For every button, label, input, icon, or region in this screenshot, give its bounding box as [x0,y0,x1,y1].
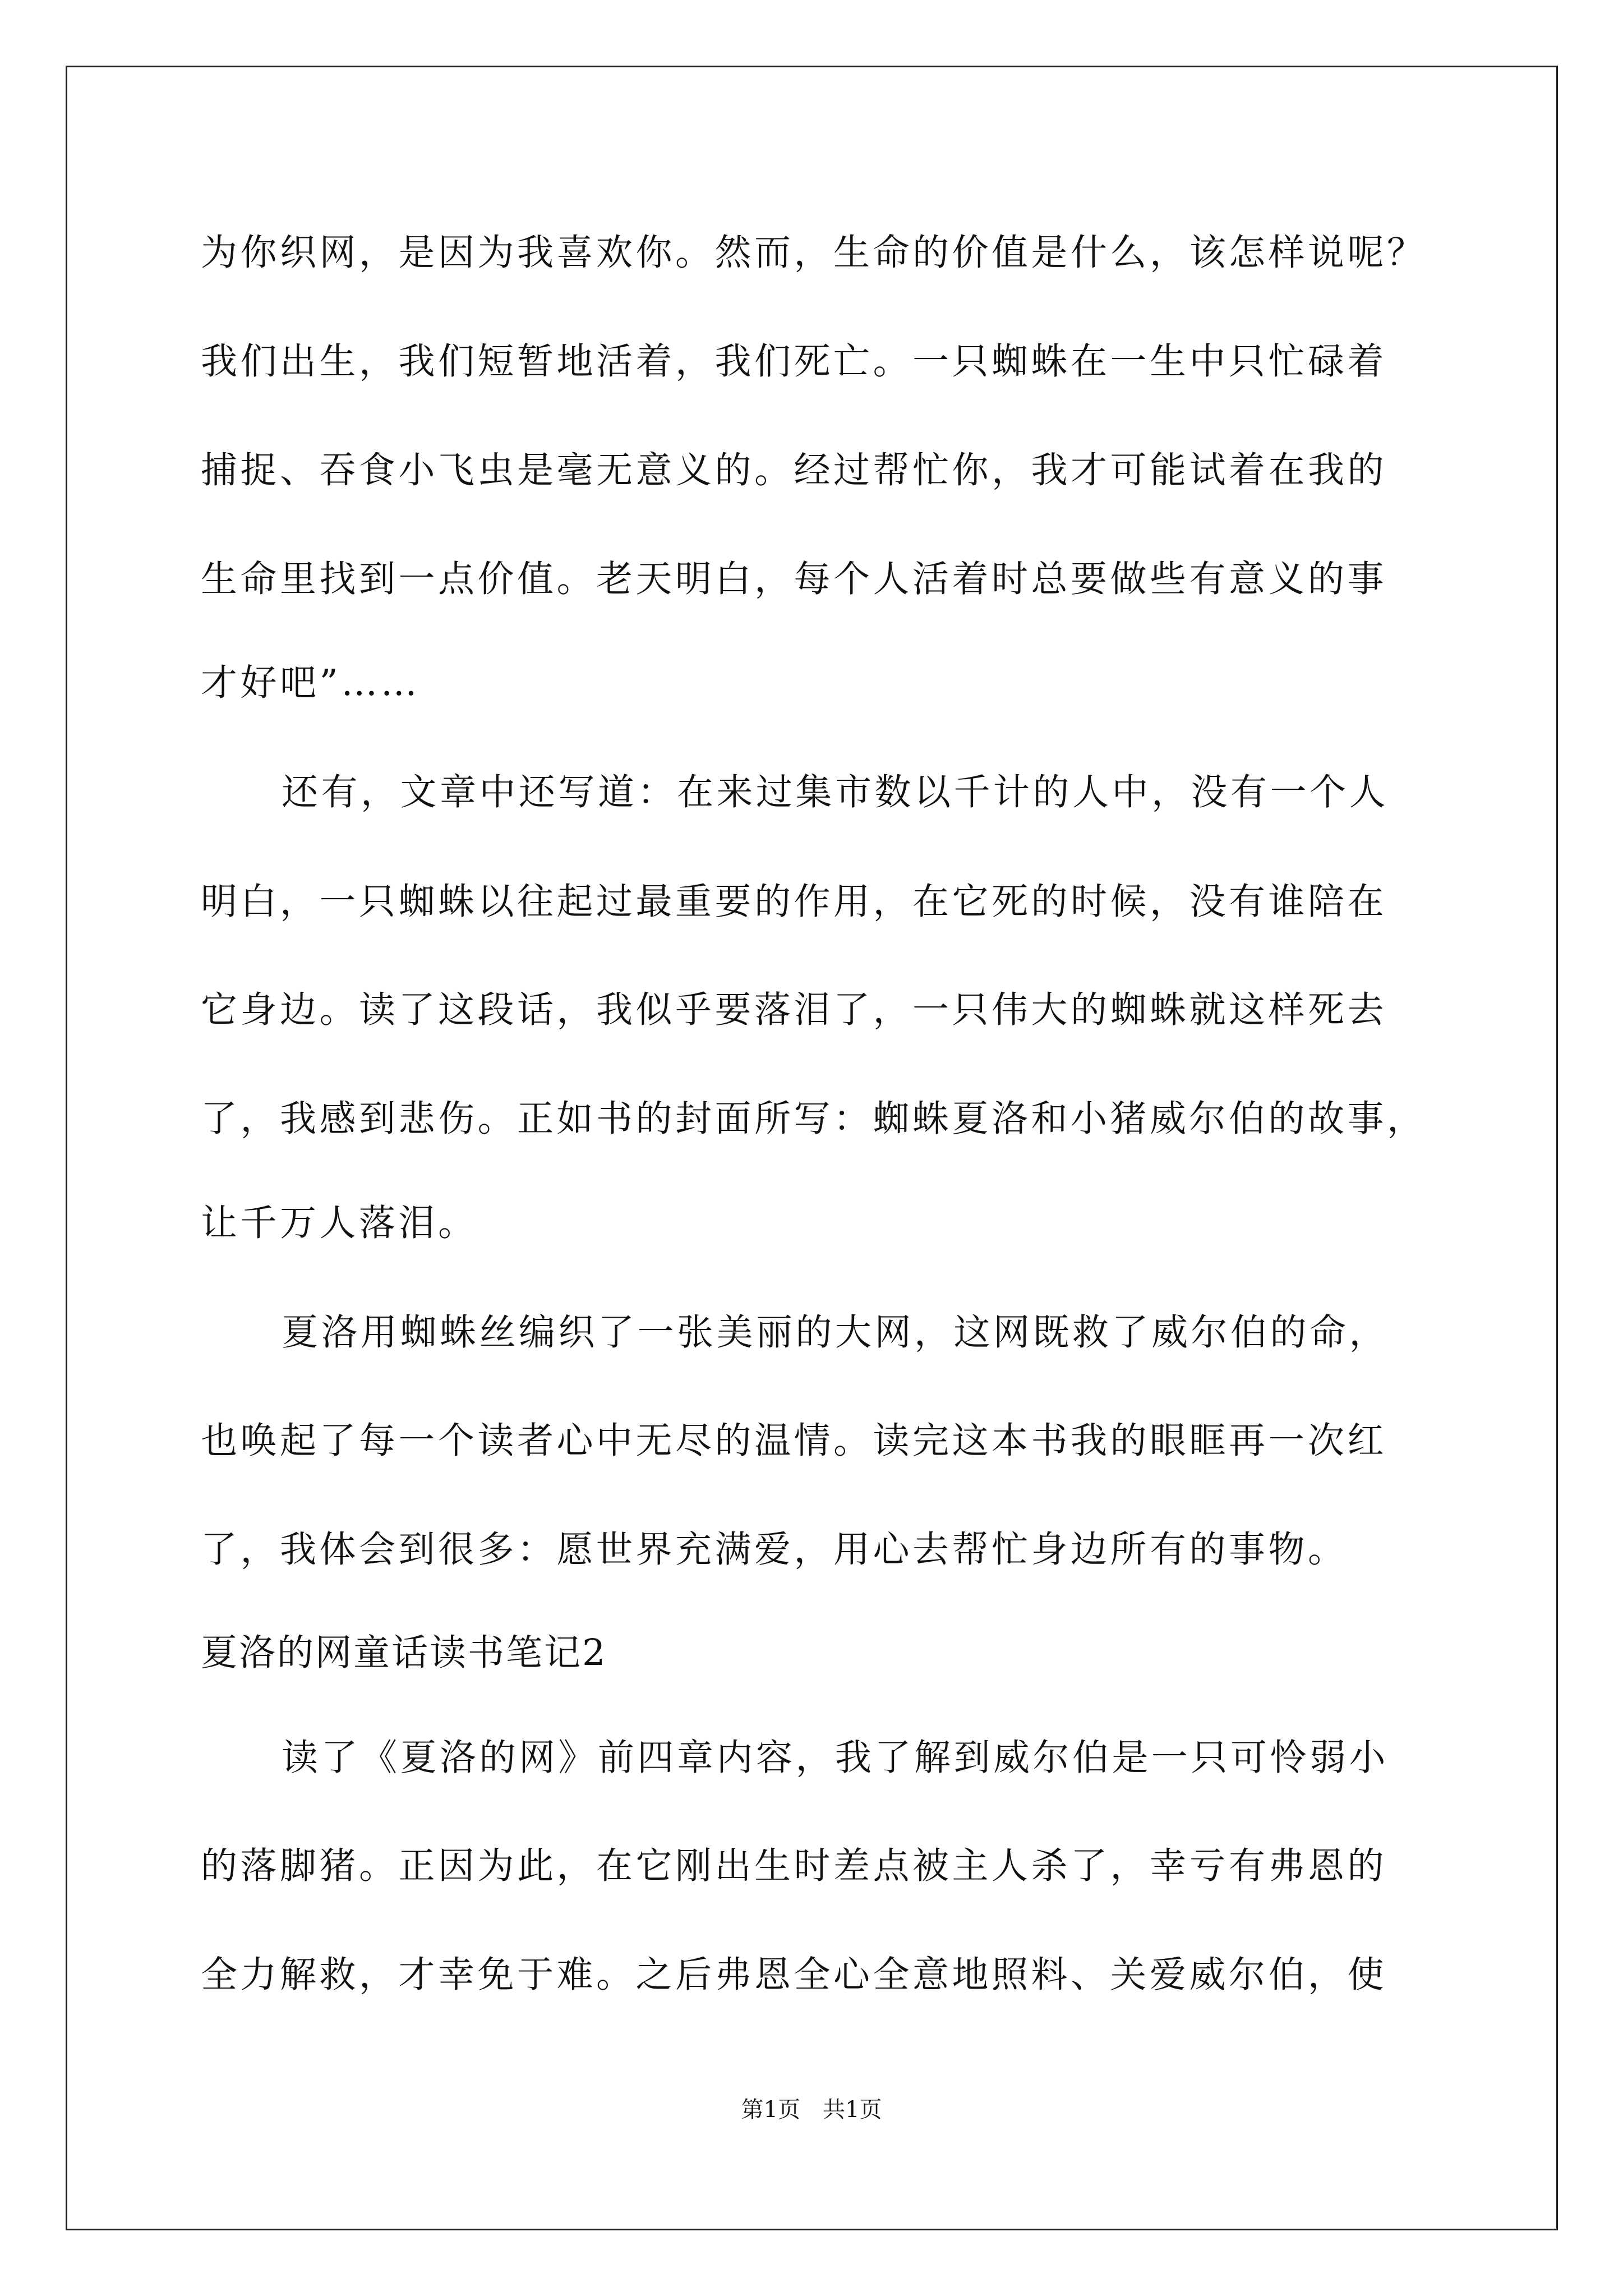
paragraph-line: 我们出生，我们短暂地活着，我们死亡。一只蜘蛛在一生中只忙碌着 [201,341,1387,383]
section-heading: 夏洛的网童话读书笔记2 [201,1632,607,1674]
paragraph-line: 让千万人落泪。 [201,1202,478,1244]
paragraph-line: 为你织网，是因为我喜欢你。然而，生命的价值是什么，该怎样说呢？ [201,232,1427,274]
paragraph-line: 生命里找到一点价值。老天明白，每个人活着时总要做些有意义的事 [201,558,1387,600]
paragraph-line: 了，我感到悲伤。正如书的封面所写：蜘蛛夏洛和小猪威尔伯的故事， [201,1098,1427,1140]
paragraph-line: 也唤起了每一个读者心中无尽的温情。读完这本书我的眼眶再一次红 [201,1420,1387,1462]
paragraph-line: 明白，一只蜘蛛以往起过最重要的作用，在它死的时候，没有谁陪在 [201,881,1387,923]
paragraph-line: 全力解救，才幸免于难。之后弗恩全心全意地照料、关爱威尔伯，使 [201,1954,1387,1996]
paragraph-line: 了，我体会到很多：愿世界充满爱，用心去帮忙身边所有的事物。 [201,1529,1348,1571]
paragraph-line: 它身边。读了这段话，我似乎要落泪了，一只伟大的蜘蛛就这样死去 [201,989,1387,1031]
paragraph-line: 读了《夏洛的网》前四章内容，我了解到威尔伯是一只可怜弱小 [282,1737,1389,1779]
page-border [66,66,1558,2230]
paragraph-line: 捕捉、吞食小飞虫是毫无意义的。经过帮忙你，我才可能试着在我的 [201,449,1387,491]
paragraph-line: 夏洛用蜘蛛丝编织了一张美丽的大网，这网既救了威尔伯的命， [282,1312,1389,1354]
paragraph-line: 的落脚猪。正因为此，在它刚出生时差点被主人杀了，幸亏有弗恩的 [201,1845,1387,1887]
paragraph-line: 还有，文章中还写道：在来过集市数以千计的人中，没有一个人 [282,771,1389,813]
page-number-footer: 第1页 共1页 [741,2097,882,2123]
paragraph-line: 才好吧”…… [201,662,421,704]
